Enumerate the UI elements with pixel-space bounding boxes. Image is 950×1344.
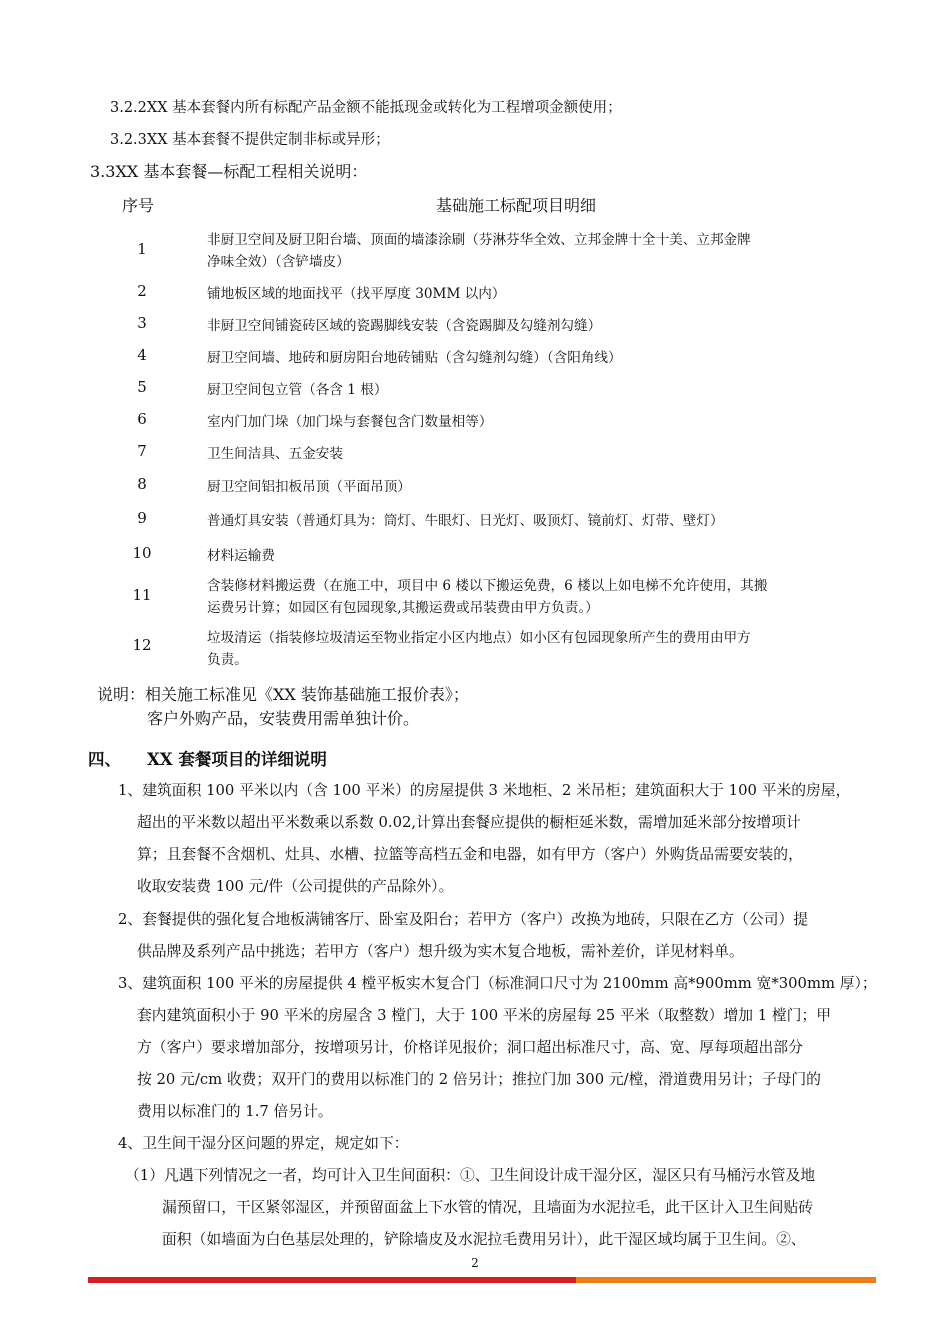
row-number: 8 — [137, 475, 147, 493]
paragraph-line: 方（客户）要求增加部分，按增项另计，价格详见报价；洞口超出标准尺寸，高、宽、厚每项超出部分 — [137, 1039, 803, 1056]
page-number: 2 — [471, 1256, 479, 1270]
paragraph-line: 按 20 元/cm 收费；双开门的费用以标准门的 2 倍另计；推拉门加 300 元/樘，滑道费用另计；子母门的 — [137, 1071, 821, 1088]
row-text: 厨卫空间铝扣板吊顶（平面吊顶） — [207, 479, 411, 495]
paragraph-line: 1、建筑面积 100 平米以内（含 100 平米）的房屋提供 3 米地柜、2 米吊柜；建筑面积大于 100 平米的房屋， — [118, 782, 851, 799]
paragraph-line: 供品牌及系列产品中挑选；若甲方（客户）想升级为实木复合地板，需补差价，详见材料单。 — [137, 943, 744, 960]
row-number: 9 — [137, 509, 147, 527]
row-text: 非厨卫空间铺瓷砖区域的瓷踢脚线安装（含瓷踢脚及勾缝剂勾缝） — [207, 318, 602, 334]
footer-bar-orange — [576, 1277, 876, 1283]
note-line-2: 客户外购产品，安装费用需单独计价。 — [147, 709, 420, 728]
table-header-number: 序号 — [122, 196, 155, 215]
paragraph-line: 漏预留口，干区紧邻湿区，并预留面盆上下水管的情况，且墙面为水泥拉毛，此干区计入卫生间贴砖 — [162, 1199, 814, 1216]
paragraph-line: 费用以标准门的 1.7 倍另计。 — [137, 1103, 333, 1120]
paragraph-line: （1）凡遇下列情况之一者，均可计入卫生间面积：①、卫生间设计成干湿分区，湿区只有马桶污水管及地 — [125, 1167, 816, 1184]
note-line-1: 说明：相关施工标准见《XX 装饰基础施工报价表》； — [97, 685, 469, 704]
row-text: 卫生间洁具、五金安装 — [207, 446, 343, 462]
paragraph-line: 超出的平米数以超出平米数乘以系数 0.02,计算出套餐应提供的橱柜延米数，需增加延米部分按增项计 — [137, 814, 801, 831]
clause-3-2-3: 3.2.3XX 基本套餐不提供定制非标或异形； — [110, 132, 390, 148]
row-number: 4 — [137, 346, 147, 364]
paragraph-line: 2、套餐提供的强化复合地板满铺客厅、卧室及阳台；若甲方（客户）改换为地砖，只限在乙方（公司）提 — [118, 911, 809, 928]
row-number: 11 — [132, 586, 152, 604]
paragraph-line: 套内建筑面积小于 90 平米的房屋含 3 樘门，大于 100 平米的房屋每 25 平米（取整数）增加 1 樘门；甲 — [137, 1007, 832, 1024]
paragraph-line: 3、建筑面积 100 平米的房屋提供 4 樘平板实木复合门（标准洞口尺寸为 2100mm 高*900mm 宽*300mm 厚）； — [118, 975, 877, 992]
row-number: 6 — [137, 410, 147, 428]
row-text: 厨卫空间包立管（各含 1 根） — [207, 382, 388, 398]
row-text: 材料运输费 — [207, 548, 275, 564]
row-text: 室内门加门垛（加门垛与套餐包含门数量相等） — [207, 414, 493, 430]
section-4-title: XX 套餐项目的详细说明 — [147, 750, 327, 769]
paragraph-line: 面积（如墙面为白色基层处理的，铲除墙皮及水泥拉毛费用另计），此干湿区域均属于卫生间。②、 — [162, 1231, 806, 1248]
row-number: 3 — [137, 314, 147, 332]
footer-bar-red — [88, 1277, 576, 1283]
row-number: 7 — [137, 442, 147, 460]
row-number: 2 — [137, 282, 147, 300]
paragraph-line: 收取安装费 100 元/件（公司提供的产品除外）。 — [137, 878, 454, 895]
paragraph-4: 4、卫生间干湿分区问题的界定，规定如下： — [118, 1135, 409, 1152]
row-text: 垃圾清运（指装修垃圾清运至物业指定小区内地点）如小区有包园现象所产生的费用由甲方 负责。 — [207, 630, 751, 668]
row-number: 1 — [137, 240, 147, 258]
row-text: 厨卫空间墙、地砖和厨房阳台地砖铺贴（含勾缝剂勾缝）（含阳角线） — [207, 350, 622, 366]
clause-3-2-2: 3.2.2XX 基本套餐内所有标配产品金额不能抵现金或转化为工程增项金额使用； — [110, 100, 622, 116]
row-text: 非厨卫空间及厨卫阳台墙、顶面的墙漆涂刷（芬淋芬华全效、立邦金牌十全十美、立邦金牌 净味全效）（含铲墙皮） — [207, 232, 751, 270]
row-text: 普通灯具安装（普通灯具为：筒灯、牛眼灯、日光灯、吸顶灯、镜前灯、灯带、壁灯） — [207, 513, 724, 529]
row-number: 10 — [132, 544, 152, 562]
table-header-item: 基础施工标配项目明细 — [436, 196, 597, 215]
section-4-number: 四、 — [88, 750, 121, 769]
row-number: 5 — [137, 378, 147, 396]
section-3-3-title: 3.3XX 基本套餐—标配工程相关说明： — [90, 162, 368, 181]
row-text: 铺地板区域的地面找平（找平厚度 30MM 以内） — [207, 286, 506, 302]
row-number: 12 — [132, 636, 152, 654]
row-text: 含装修材料搬运费（在施工中，项目中 6 楼以下搬运免费，6 楼以上如电梯不允许使用，其搬 运费另计算；如园区有包园现象,其搬运费或吊装费由甲方负责。） — [207, 578, 768, 616]
paragraph-line: 算；且套餐不含烟机、灶具、水槽、拉篮等高档五金和电器，如有甲方（客户）外购货品需要安装的， — [137, 846, 803, 863]
